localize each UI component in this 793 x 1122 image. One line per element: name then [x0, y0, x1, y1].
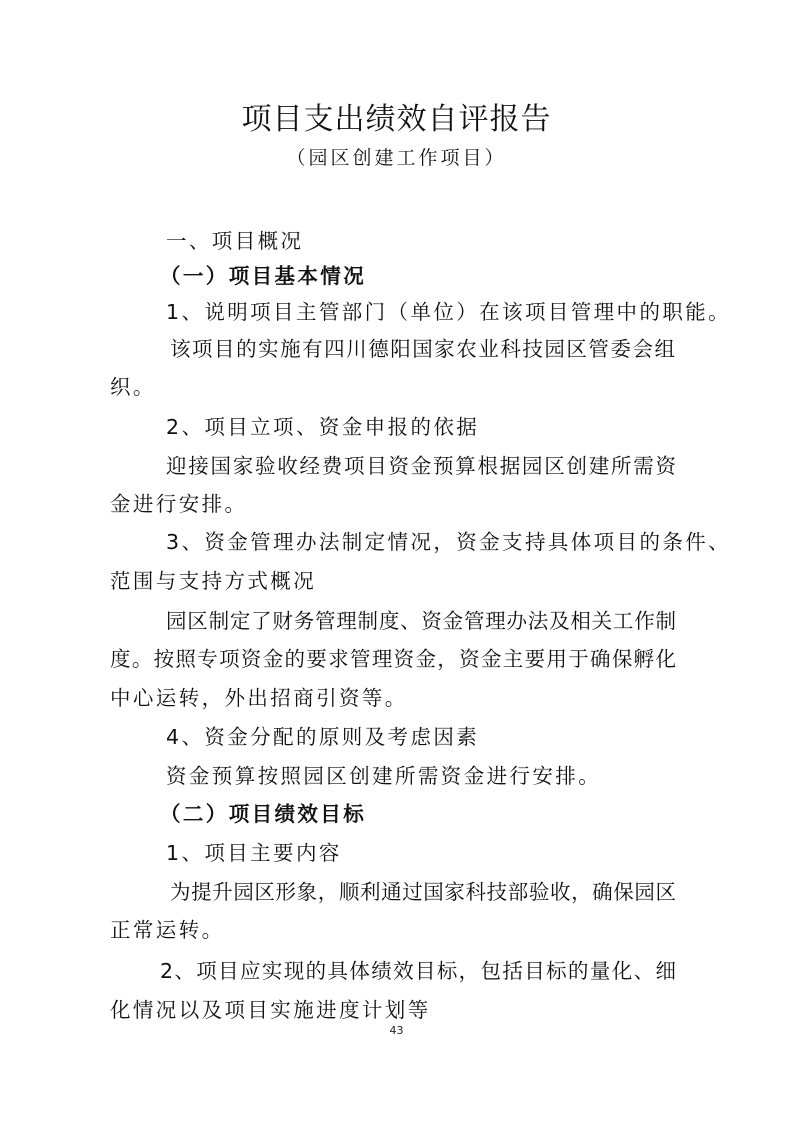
- paragraph-line: 化情况以及项目实施进度计划等: [110, 998, 431, 1022]
- subsection-heading-basic-info: （一）项目基本情况: [160, 264, 367, 288]
- paragraph-line: 正常运转。: [110, 918, 225, 942]
- paragraph-line: 1、说明项目主管部门（单位）在该项目管理中的职能。: [166, 300, 732, 324]
- paragraph-line: 园区制定了财务管理制度、资金管理办法及相关工作制: [166, 609, 676, 633]
- paragraph-line: 4、资金分配的原则及考虑因素: [166, 725, 480, 749]
- paragraph-line: 迎接国家验收经费项目资金预算根据园区创建所需资: [166, 454, 676, 478]
- page-title: 项目支出绩效自评报告: [241, 102, 552, 137]
- page-subtitle: （园区创建工作项目）: [286, 147, 507, 169]
- paragraph-line: 为提升园区形象，顺利通过国家科技部验收，确保园区: [170, 880, 676, 904]
- paragraph-line: 金进行安排。: [110, 492, 248, 516]
- paragraph-line: 2、项目应实现的具体绩效目标，包括目标的量化、细: [160, 959, 676, 983]
- paragraph-line: 织。: [110, 375, 156, 399]
- page-number: 43: [389, 1024, 404, 1037]
- paragraph-line: 度。按照专项资金的要求管理资金，资金主要用于确保孵化: [110, 647, 676, 671]
- subsection-heading-performance-goals: （二）项目绩效目标: [160, 802, 367, 826]
- paragraph-line: 范围与支持方式概况: [110, 569, 317, 593]
- paragraph-line: 3、资金管理办法制定情况，资金支持具体项目的条件、: [166, 530, 732, 554]
- paragraph-line: 资金预算按照园区创建所需资金进行安排。: [166, 764, 602, 788]
- paragraph-line: 中心运转，外出招商引资等。: [110, 686, 408, 710]
- section-heading-1: 一、项目概况: [166, 229, 304, 253]
- paragraph-line: 该项目的实施有四川德阳国家农业科技园区管委会组: [170, 337, 675, 361]
- paragraph-line: 2、项目立项、资金申报的依据: [166, 415, 480, 439]
- paragraph-line: 1、项目主要内容: [166, 841, 342, 865]
